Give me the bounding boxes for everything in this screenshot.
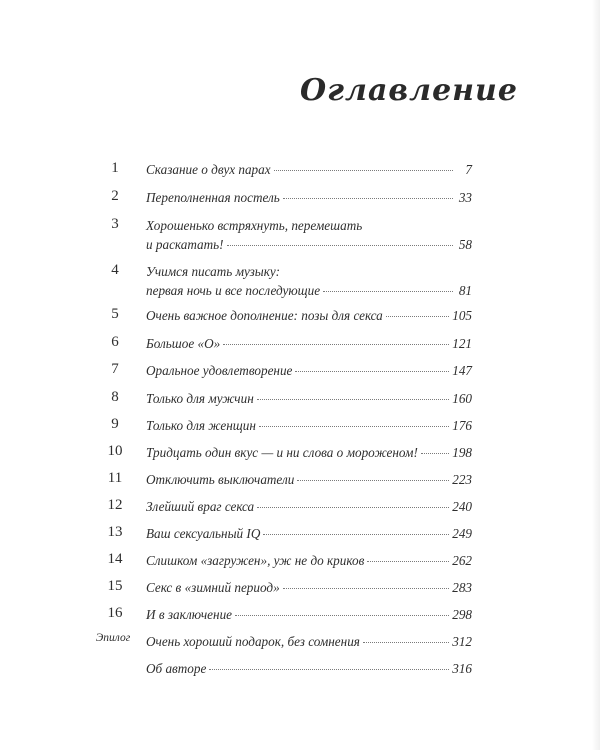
chapter-title: Об авторе xyxy=(146,661,207,676)
chapter-title-line xyxy=(146,216,472,235)
chapter-number: 13 xyxy=(107,524,123,540)
page-number: 240 xyxy=(452,499,472,514)
chapter-title-line xyxy=(146,497,472,516)
chapter-title-line xyxy=(146,551,472,570)
page-number: 283 xyxy=(452,580,472,595)
page-number: 7 xyxy=(465,162,472,177)
chapter-title: Тридцать один вкус — и ни слова о мороженом! xyxy=(146,445,418,460)
page-title: Оглавление xyxy=(300,73,518,108)
chapter-entry xyxy=(146,497,472,516)
dot-leader xyxy=(283,198,453,199)
chapter-title-line xyxy=(146,306,472,325)
chapter-title: Только для мужчин xyxy=(146,391,254,406)
chapter-number: 12 xyxy=(107,497,123,513)
chapter-title: Слишком «загружен», уж не до криков xyxy=(146,553,365,568)
dot-leader xyxy=(235,615,449,616)
chapter-title-line xyxy=(146,262,472,281)
chapter-entry xyxy=(146,389,472,408)
chapter-entry xyxy=(146,443,472,462)
chapter-title: И в заключение xyxy=(146,607,233,622)
chapter-title-line xyxy=(146,578,472,597)
dot-leader xyxy=(259,426,449,427)
chapter-entry xyxy=(146,578,472,597)
chapter-number: 3 xyxy=(111,216,119,232)
chapter-number: 6 xyxy=(111,334,119,350)
chapter-entry xyxy=(146,605,472,624)
chapter-number: 11 xyxy=(107,470,123,486)
chapter-title: Большое «О» xyxy=(146,336,221,351)
chapter-title-line xyxy=(146,416,472,435)
chapter-number: 9 xyxy=(111,416,119,432)
page-number: 249 xyxy=(452,526,472,541)
dot-leader xyxy=(257,399,449,400)
page-number: 121 xyxy=(452,336,472,351)
dot-leader xyxy=(283,588,450,589)
page-number: 316 xyxy=(452,661,472,676)
page-number: 160 xyxy=(452,391,472,406)
chapter-title-line xyxy=(146,632,472,651)
chapter-title-line xyxy=(146,160,472,179)
page-number: 33 xyxy=(458,190,472,205)
chapter-title: Отключить выключатели xyxy=(146,472,295,487)
chapter-title-line xyxy=(146,524,472,543)
dot-leader xyxy=(257,507,449,508)
chapter-number: 8 xyxy=(111,389,119,405)
chapter-title-line xyxy=(146,361,472,380)
chapter-number: 7 xyxy=(111,361,119,377)
dot-leader xyxy=(363,642,449,643)
chapter-title: Оральное удовлетворение xyxy=(146,363,293,378)
chapter-number: 5 xyxy=(111,306,119,322)
chapter-entry xyxy=(146,416,472,435)
chapter-title-line xyxy=(146,334,472,353)
chapter-title: Переполненная постель xyxy=(146,190,280,205)
chapter-title-line xyxy=(146,605,472,624)
page-number: 198 xyxy=(452,445,472,460)
page-number: 298 xyxy=(452,607,472,622)
dot-leader xyxy=(421,453,449,454)
chapter-number: 14 xyxy=(107,551,123,567)
chapter-entry xyxy=(146,659,472,678)
chapter-title: Сказание о двух парах xyxy=(146,162,271,177)
page-number: 176 xyxy=(452,418,472,433)
chapter-title: Секс в «зимний период» xyxy=(146,580,280,595)
chapter-title-line xyxy=(146,281,472,300)
dot-leader xyxy=(295,371,449,372)
chapter-entry xyxy=(146,551,472,570)
dot-leader xyxy=(297,480,449,481)
chapter-title-line xyxy=(146,235,472,254)
chapter-entry xyxy=(146,524,472,543)
chapter-title-line xyxy=(146,443,472,462)
dot-leader xyxy=(386,316,449,317)
chapter-entry xyxy=(146,632,472,651)
page-number: 81 xyxy=(458,283,472,298)
chapter-title: первая ночь и все последующие xyxy=(146,283,321,298)
dot-leader xyxy=(323,291,453,292)
chapter-title: Злейший враг секса xyxy=(146,499,255,514)
chapter-number: 15 xyxy=(107,578,123,594)
chapter-title: Очень важное дополнение: позы для секса xyxy=(146,308,383,323)
dot-leader xyxy=(367,561,449,562)
page-number: 147 xyxy=(452,363,472,378)
chapter-entry xyxy=(146,361,472,380)
chapter-entry xyxy=(146,334,472,353)
page-number: 223 xyxy=(452,472,472,487)
chapter-number: 16 xyxy=(107,605,123,621)
chapter-title: Хорошенько встряхнуть, перемешать xyxy=(146,218,363,233)
dot-leader xyxy=(209,669,449,670)
chapter-number: 4 xyxy=(111,262,119,278)
chapter-title-line xyxy=(146,188,472,207)
chapter-number: Эпилог xyxy=(95,632,131,644)
chapter-entry xyxy=(146,160,472,179)
chapter-entry xyxy=(146,470,472,489)
chapter-entry xyxy=(146,216,472,254)
chapter-title: и раскатать! xyxy=(146,237,224,252)
chapter-title: Учимся писать музыку: xyxy=(146,264,280,279)
chapter-entry xyxy=(146,306,472,325)
chapter-title: Только для женщин xyxy=(146,418,256,433)
chapter-entry xyxy=(146,262,472,300)
chapter-title-line xyxy=(146,470,472,489)
chapter-number: 1 xyxy=(111,160,119,176)
page-number: 312 xyxy=(452,634,472,649)
page-number: 262 xyxy=(452,553,472,568)
chapter-number: 2 xyxy=(111,188,119,204)
page-number: 105 xyxy=(452,308,472,323)
dot-leader xyxy=(227,245,453,246)
dot-leader xyxy=(263,534,449,535)
chapter-title-line xyxy=(146,389,472,408)
dot-leader xyxy=(223,344,449,345)
chapter-number: 10 xyxy=(107,443,123,459)
page-number: 58 xyxy=(458,237,472,252)
chapter-entry xyxy=(146,188,472,207)
dot-leader xyxy=(274,170,453,171)
chapter-title-line xyxy=(146,659,472,678)
chapter-title: Очень хороший подарок, без сомнения xyxy=(146,634,360,649)
chapter-title: Ваш сексуальный IQ xyxy=(146,526,261,541)
